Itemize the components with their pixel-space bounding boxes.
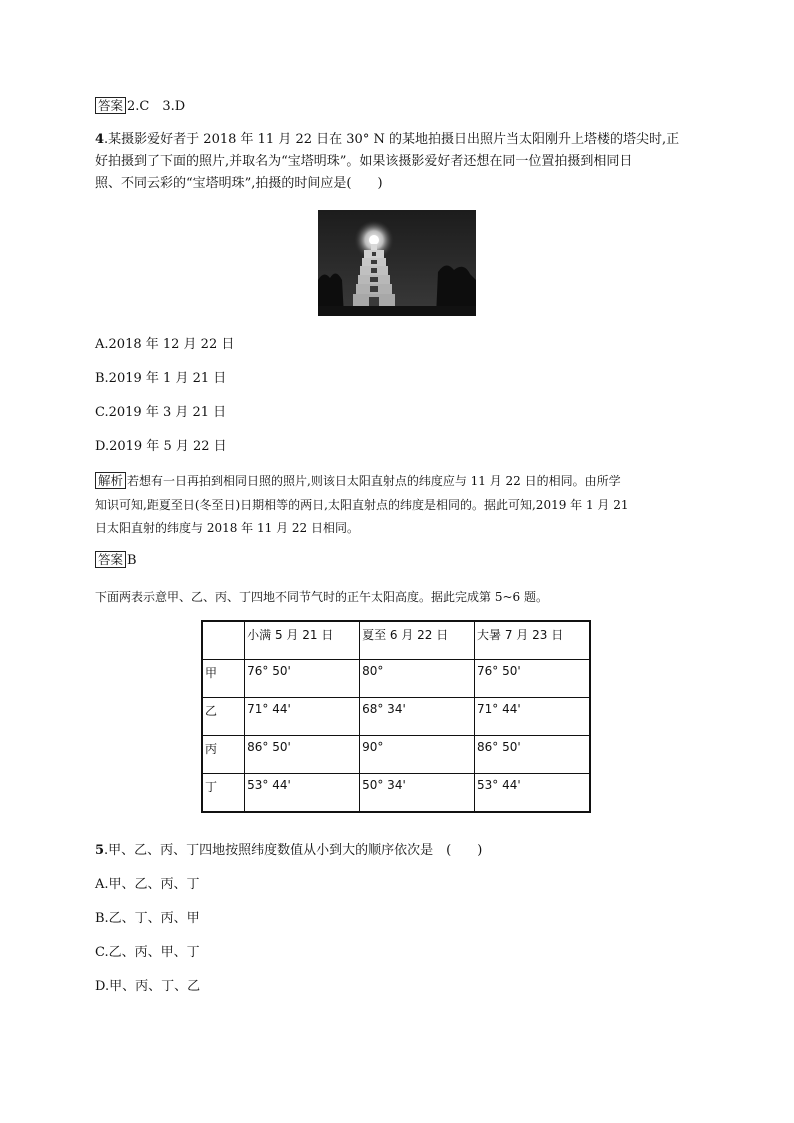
q5-option-c: C.乙、丙、甲、丁 <box>95 945 200 960</box>
q4-option-b: B.2019 年 1 月 21 日 <box>95 371 227 386</box>
answer-text: B <box>127 553 137 568</box>
pagoda-photo <box>318 210 476 316</box>
table-cell: 86° 50' <box>245 736 360 774</box>
row-label: 乙 <box>202 698 245 736</box>
row-label: 丁 <box>202 774 245 813</box>
table-cell: 90° <box>360 736 475 774</box>
table-cell: 71° 44' <box>245 698 360 736</box>
table-row <box>202 774 590 813</box>
header-cell: 夏至 6 月 22 日 <box>360 621 475 660</box>
analysis-line-1 <box>95 472 621 490</box>
table-cell: 86° 50' <box>475 736 590 774</box>
table-row <box>202 698 590 736</box>
table-cell: 53° 44' <box>475 774 590 813</box>
header-cell: 大暑 7 月 23 日 <box>475 621 590 660</box>
q5-option-a: A.甲、乙、丙、丁 <box>95 877 200 892</box>
answer-line-1 <box>95 97 185 116</box>
solar-altitude-table <box>201 620 591 813</box>
analysis-tag: 解析 <box>95 472 126 489</box>
answer-tag: 答案 <box>95 97 126 114</box>
header-cell <box>202 621 245 660</box>
question-number: 5 <box>95 843 105 858</box>
table-cell: 68° 34' <box>360 698 475 736</box>
table-cell: 76° 50' <box>475 660 590 698</box>
table-cell: 71° 44' <box>475 698 590 736</box>
table-cell: 53° 44' <box>245 774 360 813</box>
analysis-line-2: 知识可知,距夏至日(冬至日)日期相等的两日,太阳直射点的纬度是相同的。据此可知,2019 年 1 月 21 <box>95 498 629 512</box>
question-4-line-2: 好拍摄到了下面的照片,并取名为“宝塔明珠”。如果该摄影爱好者还想在同一位置拍摄到相同日 <box>95 154 633 169</box>
question-number: 4 <box>95 132 105 147</box>
question-text: .某摄影爱好者于 2018 年 11 月 22 日在 30° N 的某地拍摄日出照片当太阳刚升上塔楼的塔尖时,正 <box>104 132 680 147</box>
analysis-text-1: 若想有一日再拍到相同日照的照片,则该日太阳直射点的纬度应与 11 月 22 日的相同。由所学 <box>127 474 621 488</box>
table-cell: 76° 50' <box>245 660 360 698</box>
q5-option-b: B.乙、丁、丙、甲 <box>95 911 200 926</box>
table-cell: 80° <box>360 660 475 698</box>
analysis-line-3: 日太阳直射的纬度与 2018 年 11 月 22 日相同。 <box>95 521 359 535</box>
table-cell: 50° 34' <box>360 774 475 813</box>
question-4-line-1 <box>95 131 679 149</box>
table-row <box>202 660 590 698</box>
row-label: 丙 <box>202 736 245 774</box>
q4-option-a: A.2018 年 12 月 22 日 <box>95 337 235 352</box>
table-intro: 下面两表示意甲、乙、丙、丁四地不同节气时的正午太阳高度。据此完成第 5~6 题。 <box>95 590 548 604</box>
q4-option-d: D.2019 年 5 月 22 日 <box>95 439 227 454</box>
question-text: .甲、乙、丙、丁四地按照纬度数值从小到大的顺序依次是 ( ) <box>104 843 483 858</box>
q5-option-d: D.甲、丙、丁、乙 <box>95 979 201 994</box>
question-5-line <box>95 842 482 860</box>
q4-option-c: C.2019 年 3 月 21 日 <box>95 405 227 420</box>
table-header-row <box>202 621 590 660</box>
answer-line-2 <box>95 551 137 570</box>
answer-text: 2.C 3.D <box>127 99 186 114</box>
table-row <box>202 736 590 774</box>
question-4-line-3: 照、不同云彩的“宝塔明珠”,拍摄的时间应是( ) <box>95 176 383 191</box>
answer-tag: 答案 <box>95 551 126 568</box>
row-label: 甲 <box>202 660 245 698</box>
header-cell: 小满 5 月 21 日 <box>245 621 360 660</box>
pagoda-illustration <box>318 210 476 316</box>
